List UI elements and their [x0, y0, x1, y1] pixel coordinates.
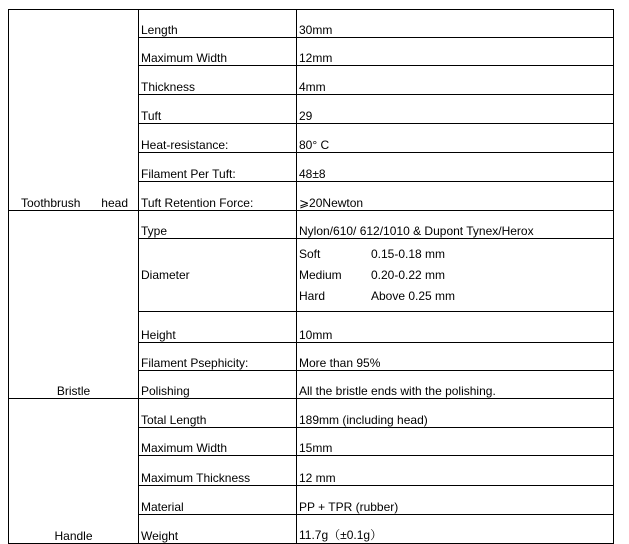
handle-total-length-value: 189mm (including head) [297, 399, 614, 428]
handle-max-thickness-label: Maximum Thickness [139, 456, 297, 486]
handle-material-label: Material [139, 486, 297, 515]
handle-max-width-value: 15mm [297, 428, 614, 456]
group-bristle: Bristle [9, 211, 139, 399]
handle-total-length-label: Total Length [139, 399, 297, 428]
head-tuft-retention-value: ⩾20Newton [297, 182, 614, 211]
diameter-range: 0.15-0.18 mm [371, 247, 446, 261]
head-tuft-value: 29 [297, 95, 614, 124]
bristle-height-value: 10mm [297, 312, 614, 343]
diameter-grade: Medium [299, 268, 342, 282]
spec-table [8, 9, 614, 544]
table-row [9, 211, 614, 239]
diameter-grade: Hard [299, 289, 326, 303]
bristle-diameter-value [297, 239, 614, 312]
table-row [9, 10, 614, 38]
handle-weight-value: 11.7g（±0.1g） [297, 515, 614, 544]
head-max-width-value: 12mm [297, 38, 614, 66]
bristle-type-label: Type [139, 211, 297, 239]
group-label-word: Toothbrush [21, 196, 81, 210]
bristle-sphericity-label: Filament Psephicity: [139, 343, 297, 371]
head-thickness-value: 4mm [297, 66, 614, 95]
bristle-sphericity-value: More than 95% [297, 343, 614, 371]
diameter-range: Above 0.25 mm [371, 289, 456, 303]
head-tuft-label: Tuft [139, 95, 297, 124]
bristle-diameter-label: Diameter [139, 239, 297, 312]
table-row [9, 399, 614, 428]
head-heat-resistance-value: 80° C [297, 124, 614, 153]
bristle-polishing-label: Polishing [139, 371, 297, 399]
head-filament-per-tuft-label: Filament Per Tuft: [139, 153, 297, 182]
bristle-type-value: Nylon/610/ 612/1010 & Dupont Tynex/Herox [297, 211, 614, 239]
head-length-label: Length [139, 10, 297, 38]
diameter-grade-row [299, 265, 611, 286]
bristle-polishing-value: All the bristle ends with the polishing. [297, 371, 614, 399]
bristle-height-label: Height [139, 312, 297, 343]
group-toothbrush-head [9, 10, 139, 211]
diameter-grade-row [299, 244, 611, 265]
handle-material-value: PP + TPR (rubber) [297, 486, 614, 515]
head-thickness-label: Thickness [139, 66, 297, 95]
handle-max-width-label: Maximum Width [139, 428, 297, 456]
handle-max-thickness-value: 12 mm [297, 456, 614, 486]
group-label-word: head [101, 196, 128, 210]
diameter-grade-row [299, 286, 611, 307]
head-length-value: 30mm [297, 10, 614, 38]
head-tuft-retention-label: Tuft Retention Force: [139, 182, 297, 211]
head-heat-resistance-label: Heat-resistance: [139, 124, 297, 153]
handle-weight-label: Weight [139, 515, 297, 544]
diameter-range: 0.20-0.22 mm [371, 268, 446, 282]
head-max-width-label: Maximum Width [139, 38, 297, 66]
head-filament-per-tuft-value: 48±8 [297, 153, 614, 182]
group-handle: Handle [9, 399, 139, 544]
diameter-grade: Soft [299, 247, 321, 261]
